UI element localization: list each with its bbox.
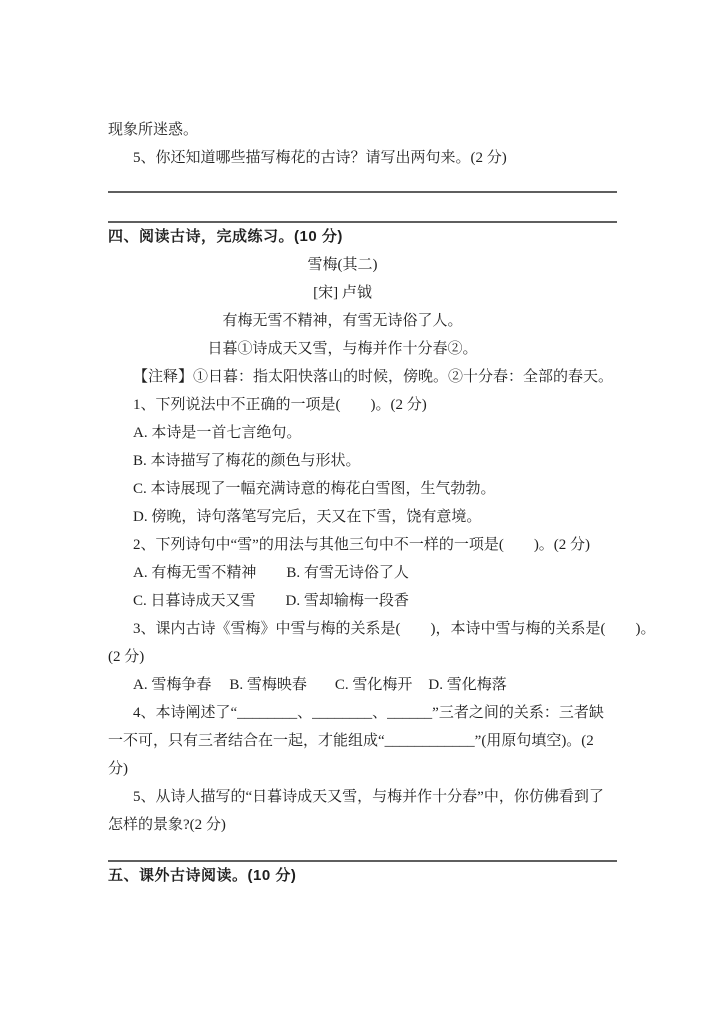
question-1-option-b: B. 本诗描写了梅花的颜色与形状。 (133, 453, 361, 469)
previous-answer-tail: 现象所迷惑。 (108, 122, 199, 138)
question-4-line-2: 一不可，只有三者结合在一起，才能组成“____________”(用原句填空)。(2 (108, 733, 594, 749)
question-5-line-1: 5、从诗人描写的“日暮诗成天又雪，与梅并作十分春”中，你仿佛看到了 (133, 789, 604, 805)
question-2-option-d: D. 雪却输梅一段香 (285, 593, 409, 609)
question-3-option-b: B. 雪梅映春 (229, 677, 307, 693)
question-5-line-2: 怎样的景象?(2 分) (108, 817, 226, 833)
poem-verse-line: 日暮①诗成天又雪，与梅并作十分春②。 (207, 341, 478, 357)
question-1-option-c: C. 本诗展现了一幅充满诗意的梅花白雪图，生气勃勃。 (133, 481, 496, 497)
poem-verse-line: 有梅无雪不精神，有雪无诗俗了人。 (222, 313, 463, 329)
poem-note: 【注释】①日暮：指太阳快落山的时候，傍晚。②十分春：全部的春天。 (133, 369, 614, 385)
question-3-option-a: A. 雪梅争春 (133, 677, 212, 693)
question-3-stem-continued: (2 分) (108, 649, 145, 665)
question-3-options-row (108, 671, 617, 699)
answer-line (108, 191, 617, 193)
question-1-stem: 1、下列说法中不正确的一项是( )。(2 分) (133, 397, 427, 413)
poem-title: 雪梅(其二) (307, 257, 378, 273)
question-2-option-b: B. 有雪无诗俗了人 (286, 565, 409, 581)
question-2-option-c: C. 日暮诗成天又雪 (133, 593, 256, 609)
question-1-option-a: A. 本诗是一首七言绝句。 (133, 425, 302, 441)
question-3-option-d: D. 雪化梅落 (428, 677, 507, 693)
question-2-option-a: A. 有梅无雪不精神 (133, 565, 257, 581)
question-2-options-row-2 (108, 587, 617, 615)
question-3-stem: 3、课内古诗《雪梅》中雪与梅的关系是( )，本诗中雪与梅的关系是( )。 (133, 621, 656, 637)
question-4-line-3: 分) (108, 761, 128, 777)
question-1-option-d: D. 傍晚，诗句落笔写完后，天又在下雪，饶有意境。 (133, 509, 482, 525)
question-4-line-1: 4、本诗阐述了“________、________、______”三者之间的关系：三者缺 (133, 705, 604, 721)
question-2-options-row-1 (108, 559, 617, 587)
question-5-prev-section: 5、你还知道哪些描写梅花的古诗？请写出两句来。(2 分) (133, 150, 507, 166)
question-3-option-c: C. 雪化梅开 (334, 677, 413, 693)
section-four-heading: 四、阅读古诗，完成练习。(10 分) (108, 228, 343, 245)
poem-block (108, 251, 577, 363)
section-five-heading: 五、课外古诗阅读。(10 分) (108, 867, 297, 884)
poem-author: [宋] 卢钺 (313, 285, 372, 301)
question-2-stem: 2、下列诗句中“雪”的用法与其他三句中不一样的一项是( )。(2 分) (133, 537, 591, 553)
